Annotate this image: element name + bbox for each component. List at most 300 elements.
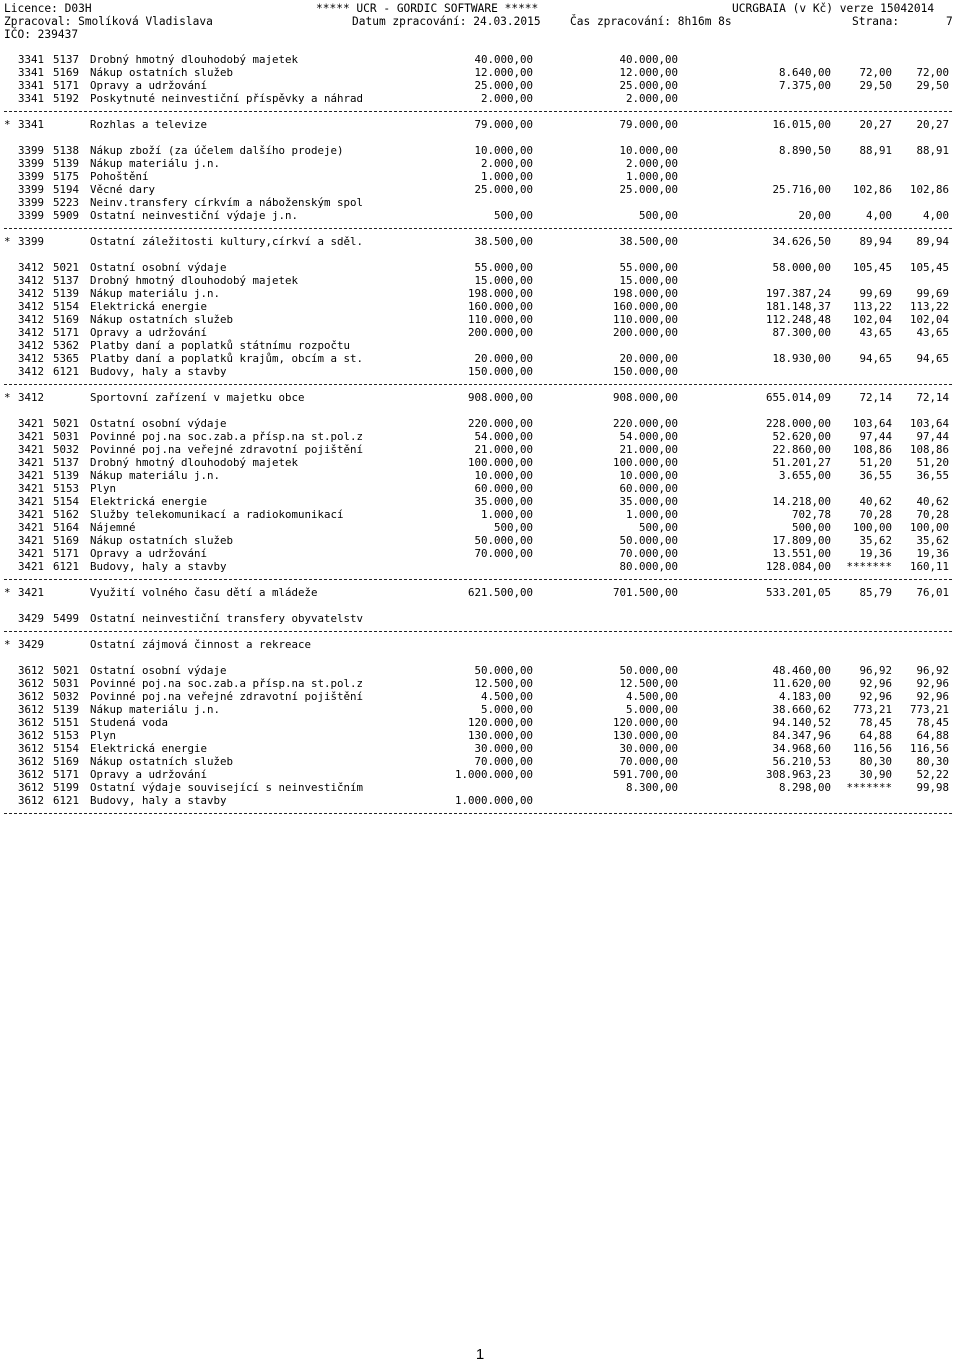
adjusted-budget: 79.000,00 — [619, 118, 678, 131]
item-name: Povinné poj.na veřejné zdravotní pojištění — [90, 690, 364, 703]
adjusted-budget: 12.000,00 — [619, 66, 678, 79]
actual-amount: 197.387,24 — [765, 287, 831, 300]
item-code: 5021 — [53, 261, 80, 274]
actual-amount: 84.347,96 — [772, 729, 831, 742]
percent-of-adjusted: 29,50 — [916, 79, 949, 92]
item-code: 5154 — [53, 300, 80, 313]
percent-of-approved: 108,86 — [852, 443, 892, 456]
approved-budget: 25.000,00 — [474, 79, 533, 92]
actual-amount: 58.000,00 — [772, 261, 831, 274]
actual-amount: 52.620,00 — [772, 430, 831, 443]
percent-of-adjusted: 43,65 — [916, 326, 949, 339]
actual-amount: 14.218,00 — [772, 495, 831, 508]
item-code: 5137 — [53, 456, 80, 469]
paragraph-code: 3341 — [18, 79, 45, 92]
approved-budget: 110.000,00 — [467, 313, 533, 326]
item-code: 5032 — [53, 443, 80, 456]
approved-budget: 50.000,00 — [474, 664, 533, 677]
approved-budget: 220.000,00 — [467, 417, 533, 430]
paragraph-code: 3429 — [18, 638, 45, 651]
item-code: 5139 — [53, 469, 80, 482]
approved-budget: 40.000,00 — [474, 53, 533, 66]
percent-of-approved: 103,64 — [852, 417, 892, 430]
paragraph-code: 3412 — [18, 391, 45, 404]
paragraph-code: 3341 — [18, 92, 45, 105]
table-row — [0, 612, 960, 625]
processed-date: Datum zpracování: 24.03.2015 — [352, 15, 541, 28]
table-row — [0, 690, 960, 703]
actual-amount: 56.210,53 — [772, 755, 831, 768]
percent-of-approved: 94,65 — [859, 352, 892, 365]
approved-budget: 35.000,00 — [474, 495, 533, 508]
item-name: Ostatní neinvestiční výdaje j.n. — [90, 209, 299, 222]
paragraph-code: 3612 — [18, 755, 45, 768]
paragraph-code: 3341 — [18, 66, 45, 79]
adjusted-budget: 12.500,00 — [619, 677, 678, 690]
actual-amount: 8.298,00 — [778, 781, 831, 794]
approved-budget: 198.000,00 — [467, 287, 533, 300]
table-row — [0, 365, 960, 378]
percent-of-adjusted: 99,98 — [916, 781, 949, 794]
item-code: 5909 — [53, 209, 80, 222]
item-code: 5171 — [53, 79, 80, 92]
adjusted-budget: 10.000,00 — [619, 144, 678, 157]
item-code: 5031 — [53, 430, 80, 443]
item-code: 5175 — [53, 170, 80, 183]
approved-budget: 120.000,00 — [467, 716, 533, 729]
adjusted-budget: 40.000,00 — [619, 53, 678, 66]
percent-of-approved: 85,79 — [859, 586, 892, 599]
blank-row — [0, 599, 960, 612]
approved-budget: 12.500,00 — [474, 677, 533, 690]
item-code: 5169 — [53, 66, 80, 79]
paragraph-code: 3421 — [18, 521, 45, 534]
approved-budget: 100.000,00 — [467, 456, 533, 469]
approved-budget: 70.000,00 — [474, 547, 533, 560]
actual-amount: 4.183,00 — [778, 690, 831, 703]
percent-of-adjusted: 116,56 — [909, 742, 949, 755]
percent-of-approved: 102,04 — [852, 313, 892, 326]
adjusted-budget: 2.000,00 — [625, 92, 678, 105]
item-name: Platby daní a poplatků krajům, obcím a st. — [90, 352, 364, 365]
percent-of-adjusted: 51,20 — [916, 456, 949, 469]
total-marker: * — [4, 235, 11, 248]
paragraph-code: 3612 — [18, 677, 45, 690]
adjusted-budget: 1.000,00 — [625, 508, 678, 521]
item-name: Opravy a udržování — [90, 79, 208, 92]
percent-of-approved: ******* — [846, 560, 892, 573]
item-code: 5154 — [53, 495, 80, 508]
approved-budget: 621.500,00 — [467, 586, 533, 599]
item-code: 5154 — [53, 742, 80, 755]
percent-of-approved: 97,44 — [859, 430, 892, 443]
percent-of-approved: 100,00 — [852, 521, 892, 534]
percent-of-adjusted: 88,91 — [916, 144, 949, 157]
blank-row — [0, 248, 960, 261]
percent-of-approved: 51,20 — [859, 456, 892, 469]
item-code: 5362 — [53, 339, 80, 352]
item-code: 5171 — [53, 326, 80, 339]
percent-of-approved: 92,96 — [859, 677, 892, 690]
item-name: Nákup ostatních služeb — [90, 66, 234, 79]
approved-budget: 54.000,00 — [474, 430, 533, 443]
paragraph-code: 3612 — [18, 664, 45, 677]
percent-of-adjusted: 96,92 — [916, 664, 949, 677]
adjusted-budget: 198.000,00 — [612, 287, 678, 300]
software-banner: ***** UCR - GORDIC SOFTWARE ***** — [316, 2, 539, 15]
actual-amount: 308.963,23 — [765, 768, 831, 781]
paragraph-code: 3421 — [18, 430, 45, 443]
paragraph-code: 3612 — [18, 729, 45, 742]
percent-of-approved: 80,30 — [859, 755, 892, 768]
actual-amount: 34.968,60 — [772, 742, 831, 755]
percent-of-adjusted: 80,30 — [916, 755, 949, 768]
approved-budget: 500,00 — [493, 209, 533, 222]
percent-of-adjusted: 64,88 — [916, 729, 949, 742]
adjusted-budget: 54.000,00 — [619, 430, 678, 443]
percent-of-adjusted: 19,36 — [916, 547, 949, 560]
item-code: 5162 — [53, 508, 80, 521]
paragraph-code: 3612 — [18, 690, 45, 703]
actual-amount: 128.084,00 — [765, 560, 831, 573]
percent-of-adjusted: 92,96 — [916, 690, 949, 703]
paragraph-code: 3421 — [18, 508, 45, 521]
percent-of-approved: 4,00 — [865, 209, 892, 222]
actual-amount: 13.551,00 — [772, 547, 831, 560]
table-row — [0, 261, 960, 274]
table-row — [0, 664, 960, 677]
total-marker: * — [4, 638, 11, 651]
percent-of-approved: 35,62 — [859, 534, 892, 547]
blank-row — [0, 404, 960, 417]
dashed-separator — [0, 378, 960, 391]
paragraph-code: 3412 — [18, 274, 45, 287]
item-code: 5021 — [53, 417, 80, 430]
total-marker: * — [4, 586, 11, 599]
paragraph-code: 3399 — [18, 157, 45, 170]
actual-amount: 228.000,00 — [765, 417, 831, 430]
separator-line — [4, 111, 952, 112]
actual-amount: 48.460,00 — [772, 664, 831, 677]
adjusted-budget: 701.500,00 — [612, 586, 678, 599]
item-code: 5137 — [53, 53, 80, 66]
paragraph-code: 3421 — [18, 482, 45, 495]
paragraph-code: 3399 — [18, 209, 45, 222]
table-row — [0, 508, 960, 521]
adjusted-budget: 20.000,00 — [619, 352, 678, 365]
approved-budget: 21.000,00 — [474, 443, 533, 456]
item-code: 5169 — [53, 534, 80, 547]
dashed-separator — [0, 222, 960, 235]
table-row — [0, 521, 960, 534]
approved-budget: 2.000,00 — [480, 157, 533, 170]
percent-of-adjusted: 102,86 — [909, 183, 949, 196]
blank-row — [0, 651, 960, 664]
percent-of-adjusted: 36,55 — [916, 469, 949, 482]
percent-of-approved: 43,65 — [859, 326, 892, 339]
item-name: Služby telekomunikací a radiokomunikací — [90, 508, 344, 521]
paragraph-code: 3399 — [18, 144, 45, 157]
actual-amount: 8.640,00 — [778, 66, 831, 79]
paragraph-code: 3399 — [18, 183, 45, 196]
item-code: 5153 — [53, 729, 80, 742]
percent-of-approved: 36,55 — [859, 469, 892, 482]
paragraph-code: 3421 — [18, 417, 45, 430]
adjusted-budget: 80.000,00 — [619, 560, 678, 573]
paragraph-code: 3612 — [18, 703, 45, 716]
dashed-separator — [0, 573, 960, 586]
percent-of-adjusted: 105,45 — [909, 261, 949, 274]
adjusted-budget: 500,00 — [638, 209, 678, 222]
item-code: 6121 — [53, 794, 80, 807]
item-name: Budovy, haly a stavby — [90, 365, 227, 378]
actual-amount: 34.626,50 — [772, 235, 831, 248]
item-name: Pohoštění — [90, 170, 149, 183]
item-code: 5139 — [53, 287, 80, 300]
paragraph-code: 3412 — [18, 326, 45, 339]
item-name: Povinné poj.na soc.zab.a přísp.na st.pol.z — [90, 677, 364, 690]
percent-of-approved: 113,22 — [852, 300, 892, 313]
item-code: 5137 — [53, 274, 80, 287]
table-row — [0, 339, 960, 352]
adjusted-budget: 4.500,00 — [625, 690, 678, 703]
table-row — [0, 92, 960, 105]
actual-amount: 51.201,27 — [772, 456, 831, 469]
actual-amount: 11.620,00 — [772, 677, 831, 690]
ico-label: IČO: 239437 — [4, 28, 79, 41]
adjusted-budget: 70.000,00 — [619, 547, 678, 560]
approved-budget: 60.000,00 — [474, 482, 533, 495]
item-code: 5199 — [53, 781, 80, 794]
table-row — [0, 534, 960, 547]
adjusted-budget: 120.000,00 — [612, 716, 678, 729]
paragraph-code: 3421 — [18, 469, 45, 482]
approved-budget: 25.000,00 — [474, 183, 533, 196]
adjusted-budget: 160.000,00 — [612, 300, 678, 313]
adjusted-budget: 8.300,00 — [625, 781, 678, 794]
percent-of-adjusted: 94,65 — [916, 352, 949, 365]
actual-amount: 20,00 — [798, 209, 831, 222]
table-row — [0, 547, 960, 560]
approved-budget: 70.000,00 — [474, 755, 533, 768]
approved-budget: 20.000,00 — [474, 352, 533, 365]
section-total-row — [0, 235, 960, 248]
actual-amount: 18.930,00 — [772, 352, 831, 365]
approved-budget: 50.000,00 — [474, 534, 533, 547]
separator-line — [4, 228, 952, 229]
total-marker: * — [4, 391, 11, 404]
item-name: Budovy, haly a stavby — [90, 794, 227, 807]
adjusted-budget: 10.000,00 — [619, 469, 678, 482]
table-row — [0, 196, 960, 209]
approved-budget: 5.000,00 — [480, 703, 533, 716]
paragraph-code: 3421 — [18, 534, 45, 547]
adjusted-budget: 150.000,00 — [612, 365, 678, 378]
approved-budget: 500,00 — [493, 521, 533, 534]
percent-of-adjusted: 40,62 — [916, 495, 949, 508]
approved-budget: 130.000,00 — [467, 729, 533, 742]
approved-budget: 4.500,00 — [480, 690, 533, 703]
percent-of-adjusted: 76,01 — [916, 586, 949, 599]
paragraph-code: 3412 — [18, 261, 45, 274]
licence-label: Licence: D03H — [4, 2, 92, 15]
actual-amount: 16.015,00 — [772, 118, 831, 131]
table-row — [0, 417, 960, 430]
table-row — [0, 79, 960, 92]
percent-of-adjusted: 113,22 — [909, 300, 949, 313]
item-code: 5031 — [53, 677, 80, 690]
percent-of-adjusted: 99,69 — [916, 287, 949, 300]
table-row — [0, 742, 960, 755]
item-name: Nákup ostatních služeb — [90, 755, 234, 768]
percent-of-approved: 92,96 — [859, 690, 892, 703]
percent-of-approved: ******* — [846, 781, 892, 794]
adjusted-budget: 38.500,00 — [619, 235, 678, 248]
paragraph-code: 3412 — [18, 339, 45, 352]
table-row — [0, 703, 960, 716]
paragraph-code: 3612 — [18, 781, 45, 794]
percent-of-approved: 30,90 — [859, 768, 892, 781]
percent-of-adjusted: 72,14 — [916, 391, 949, 404]
percent-of-approved: 88,91 — [859, 144, 892, 157]
item-name: Nákup zboží (za účelem dalšího prodeje) — [90, 144, 344, 157]
percent-of-adjusted: 72,00 — [916, 66, 949, 79]
item-code: 5021 — [53, 664, 80, 677]
paragraph-code: 3421 — [18, 547, 45, 560]
approved-budget: 10.000,00 — [474, 469, 533, 482]
table-row — [0, 469, 960, 482]
item-code: 5153 — [53, 482, 80, 495]
table-row — [0, 495, 960, 508]
item-name: Elektrická energie — [90, 742, 208, 755]
paragraph-code: 3612 — [18, 768, 45, 781]
item-name: Ostatní osobní výdaje — [90, 417, 227, 430]
table-row — [0, 781, 960, 794]
approved-budget: 79.000,00 — [474, 118, 533, 131]
table-row — [0, 482, 960, 495]
dashed-separator — [0, 807, 960, 820]
percent-of-approved: 78,45 — [859, 716, 892, 729]
paragraph-code: 3612 — [18, 716, 45, 729]
item-name: Opravy a udržování — [90, 768, 208, 781]
percent-of-adjusted: 97,44 — [916, 430, 949, 443]
table-row — [0, 183, 960, 196]
paragraph-code: 3421 — [18, 586, 45, 599]
item-name: Elektrická energie — [90, 300, 208, 313]
blank-row — [0, 131, 960, 144]
item-name: Nákup ostatních služeb — [90, 313, 234, 326]
approved-budget: 1.000.000,00 — [454, 768, 533, 781]
section-name: Rozhlas a televize — [90, 118, 208, 131]
percent-of-adjusted: 78,45 — [916, 716, 949, 729]
table-row — [0, 677, 960, 690]
adjusted-budget: 100.000,00 — [612, 456, 678, 469]
approved-budget: 12.000,00 — [474, 66, 533, 79]
item-code: 5151 — [53, 716, 80, 729]
item-name: Plyn — [90, 729, 117, 742]
item-code: 6121 — [53, 365, 80, 378]
percent-of-approved: 19,36 — [859, 547, 892, 560]
item-code: 5223 — [53, 196, 80, 209]
section-total-row — [0, 391, 960, 404]
approved-budget: 55.000,00 — [474, 261, 533, 274]
item-name: Nákup ostatních služeb — [90, 534, 234, 547]
table-row — [0, 456, 960, 469]
table-row — [0, 144, 960, 157]
item-name: Plyn — [90, 482, 117, 495]
item-name: Platby daní a poplatků státnímu rozpočtu — [90, 339, 351, 352]
adjusted-budget: 25.000,00 — [619, 183, 678, 196]
adjusted-budget: 21.000,00 — [619, 443, 678, 456]
item-code: 5139 — [53, 157, 80, 170]
adjusted-budget: 55.000,00 — [619, 261, 678, 274]
item-name: Ostatní výdaje související s neinvestičním — [90, 781, 364, 794]
actual-amount: 3.655,00 — [778, 469, 831, 482]
percent-of-adjusted: 92,96 — [916, 677, 949, 690]
processed-time: Čas zpracování: 8h16m 8s — [570, 15, 732, 28]
item-name: Ostatní osobní výdaje — [90, 664, 227, 677]
percent-of-adjusted: 52,22 — [916, 768, 949, 781]
approved-budget: 15.000,00 — [474, 274, 533, 287]
item-name: Věcné dary — [90, 183, 156, 196]
percent-of-approved: 773,21 — [852, 703, 892, 716]
adjusted-budget: 25.000,00 — [619, 79, 678, 92]
actual-amount: 702,78 — [791, 508, 831, 521]
table-row — [0, 729, 960, 742]
table-row — [0, 209, 960, 222]
approved-budget: 160.000,00 — [467, 300, 533, 313]
percent-of-approved: 20,27 — [859, 118, 892, 131]
table-row — [0, 313, 960, 326]
actual-amount: 655.014,09 — [765, 391, 831, 404]
approved-budget: 10.000,00 — [474, 144, 533, 157]
actual-amount: 500,00 — [791, 521, 831, 534]
paragraph-code: 3421 — [18, 443, 45, 456]
item-name: Poskytnuté neinvestiční příspěvky a náhrad — [90, 92, 364, 105]
percent-of-approved: 72,14 — [859, 391, 892, 404]
item-code: 5032 — [53, 690, 80, 703]
table-row — [0, 170, 960, 183]
actual-amount: 38.660,62 — [772, 703, 831, 716]
item-code: 5169 — [53, 313, 80, 326]
table-row — [0, 716, 960, 729]
paragraph-code: 3412 — [18, 313, 45, 326]
paragraph-code: 3612 — [18, 742, 45, 755]
approved-budget: 200.000,00 — [467, 326, 533, 339]
table-row — [0, 300, 960, 313]
paragraph-code: 3412 — [18, 287, 45, 300]
report-table — [0, 53, 960, 820]
paragraph-code: 3421 — [18, 456, 45, 469]
page-no: 7 — [946, 15, 953, 28]
item-name: Povinné poj.na veřejné zdravotní pojištění — [90, 443, 364, 456]
adjusted-budget: 30.000,00 — [619, 742, 678, 755]
percent-of-approved: 99,69 — [859, 287, 892, 300]
separator-line — [4, 384, 952, 385]
approved-budget: 1.000.000,00 — [454, 794, 533, 807]
item-name: Drobný hmotný dlouhodobý majetek — [90, 274, 299, 287]
paragraph-code: 3412 — [18, 352, 45, 365]
item-name: Opravy a udržování — [90, 326, 208, 339]
actual-amount: 533.201,05 — [765, 586, 831, 599]
item-name: Studená voda — [90, 716, 169, 729]
percent-of-adjusted: 108,86 — [909, 443, 949, 456]
section-name: Sportovní zařízení v majetku obce — [90, 391, 305, 404]
item-name: Drobný hmotný dlouhodobý majetek — [90, 53, 299, 66]
approved-budget: 908.000,00 — [467, 391, 533, 404]
item-code: 5192 — [53, 92, 80, 105]
item-code: 5138 — [53, 144, 80, 157]
